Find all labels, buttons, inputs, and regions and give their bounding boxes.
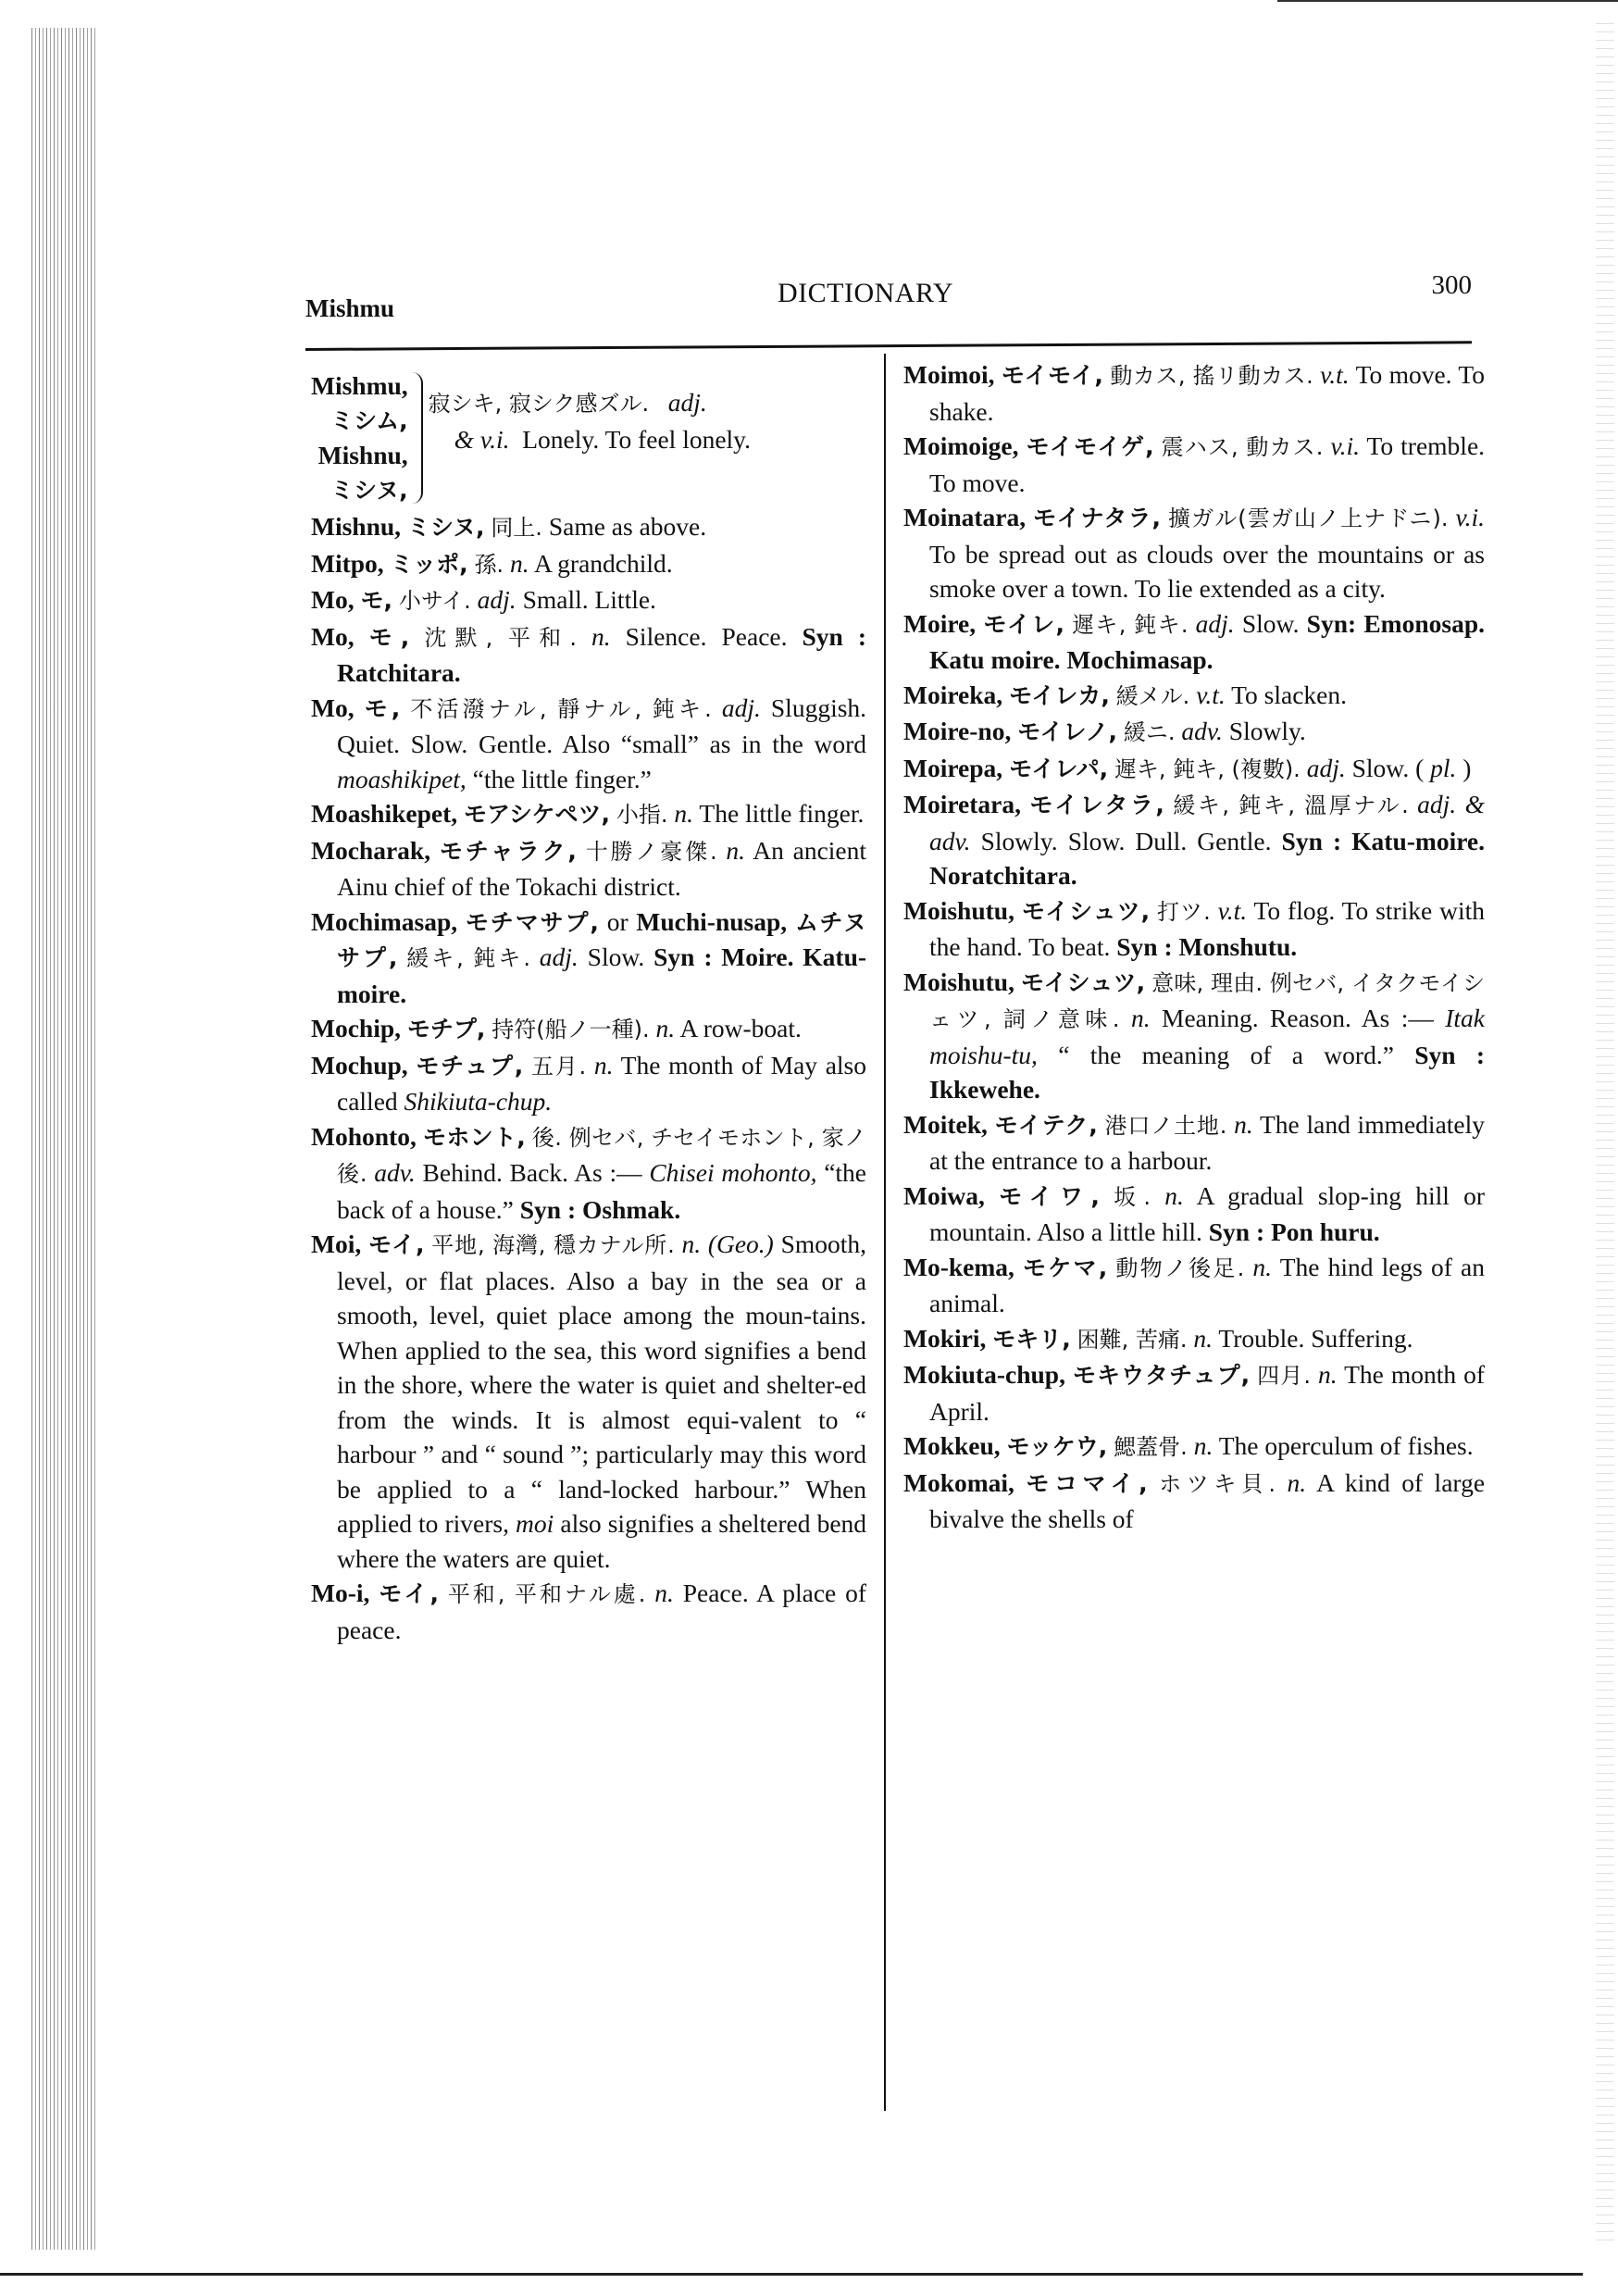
example-italic: Itak moishu-tu,	[929, 1004, 1486, 1069]
headword: Mishnu,	[311, 512, 402, 541]
headword-kana: モイテク,	[994, 1111, 1098, 1139]
definition: Slowly.	[1228, 717, 1306, 745]
headword: Moiretara,	[903, 790, 1021, 818]
headword-kana: ミシヌ,	[330, 476, 408, 504]
japanese-gloss: 沈默, 平和.	[424, 624, 577, 651]
definition: Slow.	[587, 942, 645, 971]
part-of-speech: n.	[1130, 1004, 1151, 1032]
headword: Moi,	[311, 1229, 362, 1258]
definition: To tremble. To move.	[929, 431, 1486, 497]
scan-binding-edge	[31, 28, 96, 2250]
headword-kana: モ,	[368, 623, 410, 651]
definition: Sluggish. Quiet. Slow. Gentle. Also “small” as in the word	[337, 693, 867, 758]
dictionary-entry	[903, 500, 1485, 606]
brace-icon	[408, 372, 423, 504]
part-of-speech: n.	[1252, 1252, 1273, 1281]
synonyms: Syn : Ikkewehe.	[929, 1040, 1486, 1104]
part-of-speech: adj. & adv.	[929, 790, 1485, 855]
header-rule	[305, 341, 1472, 351]
definition: Meaning. Reason. As :—	[1162, 1004, 1434, 1032]
japanese-gloss: 緩キ, 鈍キ, 溫厚ナル.	[1173, 792, 1409, 818]
headword-kana: モイモイゲ,	[1026, 433, 1154, 460]
headword: Mokomai,	[903, 1467, 1014, 1497]
headword-kana: モコマイ,	[1026, 1469, 1148, 1497]
definition: Trouble. Suffering.	[1218, 1323, 1413, 1353]
dictionary-entry	[311, 905, 866, 1012]
headword-kana: ミッポ,	[390, 550, 468, 578]
headword-kana: モイシュツ,	[1021, 968, 1146, 996]
part-of-speech: & v.i.	[454, 424, 510, 454]
bracket-entry	[311, 368, 866, 507]
japanese-gloss: 打ツ.	[1157, 898, 1211, 925]
dictionary-entry	[903, 787, 1485, 893]
headword: Moimoi,	[903, 360, 995, 389]
dictionary-entry	[903, 1466, 1485, 1537]
definition: Silence. Peace.	[625, 621, 788, 651]
headword-variant: Muchi-nusap,	[636, 906, 788, 936]
dictionary-entry	[903, 606, 1485, 678]
part-of-speech: n.	[1193, 1431, 1214, 1460]
part-of-speech: n.	[1164, 1180, 1184, 1210]
headword: Moinatara,	[903, 503, 1027, 531]
headword-kana: モチャラク,	[439, 837, 577, 865]
headword: Mo-kema,	[903, 1252, 1014, 1281]
dictionary-entry	[311, 546, 866, 583]
headword-kana: モキリ,	[992, 1325, 1071, 1353]
definition-continued: “ the meaning of a word.”	[1058, 1040, 1394, 1069]
headword: Mochup,	[311, 1050, 408, 1079]
definition: An ancient Ainu chief of the Tokachi district.	[337, 835, 867, 901]
scan-page-edge	[1596, 23, 1614, 2245]
headword-kana: モイレタラ,	[1029, 792, 1164, 818]
part-of-speech: adj.	[721, 693, 761, 722]
headword: Mokiuta-chup,	[903, 1360, 1065, 1389]
japanese-gloss: 四月.	[1257, 1363, 1312, 1389]
definition: The land immediately at the entrance to a harbour.	[929, 1109, 1486, 1175]
dictionary-entry	[311, 691, 866, 797]
column-divider	[884, 354, 886, 2111]
synonyms: Syn : Ratchitara.	[337, 621, 867, 687]
headword: Moiwa,	[903, 1180, 985, 1210]
part-of-speech: n.	[654, 1578, 674, 1607]
headword-kana: ミシム,	[330, 406, 408, 434]
dictionary-entry	[903, 678, 1485, 715]
headword-kana: モアシケペツ,	[464, 801, 610, 828]
dictionary-entry	[311, 619, 866, 691]
dictionary-entry	[311, 833, 866, 905]
japanese-gloss: 坂.	[1114, 1183, 1151, 1210]
left-column	[311, 368, 866, 1647]
synonyms: Syn: Emonosap. Katu moire. Mochimasap.	[929, 608, 1486, 674]
japanese-gloss: 小サイ.	[398, 588, 471, 614]
dictionary-entry	[311, 509, 866, 546]
headword-kana: モッケウ,	[1006, 1433, 1108, 1460]
japanese-gloss: 意味, 理由. 例セバ, イタクモイシェツ, 詞ノ意味.	[929, 969, 1486, 1032]
definition: Same as above.	[548, 512, 707, 541]
synonyms: Syn : Katu-moire. Noratchitara.	[929, 826, 1486, 890]
headword: Mochimasap,	[311, 906, 458, 936]
part-of-speech: n.	[681, 1229, 702, 1258]
japanese-gloss: 緩メル.	[1115, 682, 1190, 709]
headword-kana: モイナタラ,	[1033, 505, 1162, 531]
definition: To slacken.	[1231, 680, 1347, 709]
definition: Lonely. To feel lonely.	[522, 424, 752, 454]
headword: Mohonto,	[311, 1121, 417, 1151]
japanese-gloss: 港口ノ土地.	[1104, 1112, 1227, 1139]
part-of-speech: adj.	[1306, 753, 1346, 782]
headword: Moire,	[903, 608, 977, 638]
part-of-speech: v.i.	[1455, 503, 1486, 531]
headword: Mocharak,	[311, 835, 431, 865]
example-italic: pl.	[1430, 753, 1457, 782]
definition: A kind of large bivalve the shells of	[929, 1467, 1486, 1533]
headword-kana: モ,	[364, 694, 401, 722]
headword: Moishutu,	[903, 895, 1014, 925]
definition: To flog. To strike with the hand. To beat.	[929, 895, 1486, 961]
japanese-gloss: 擴ガル(雲ガ山ノ上ナドニ).	[1168, 505, 1449, 531]
japanese-gloss: 平和, 平和ナル處.	[447, 1581, 646, 1607]
part-of-speech: v.t.	[1320, 360, 1350, 389]
dictionary-entry	[903, 893, 1485, 965]
part-of-speech: n.	[593, 1050, 614, 1079]
part-of-speech: v.i.	[1330, 431, 1361, 460]
japanese-gloss: 遲キ, 鈍キ.	[1072, 611, 1189, 638]
headword-kana: モケマ,	[1023, 1254, 1108, 1281]
dictionary-entry	[903, 714, 1485, 751]
dictionary-entry	[903, 751, 1485, 788]
headword-kana: モキウタチュプ,	[1072, 1362, 1251, 1389]
part-of-speech: adj.	[1195, 608, 1235, 638]
japanese-gloss: 十勝ノ豪傑.	[585, 838, 717, 865]
part-of-speech: n.	[726, 835, 746, 865]
right-entries	[903, 357, 1485, 1537]
dictionary-entry	[903, 1107, 1485, 1179]
definition: Behind. Back. As :—	[422, 1158, 642, 1187]
connector: or	[606, 906, 629, 936]
running-head-title: DICTIONARY	[778, 278, 953, 308]
definition: The hind legs of an animal.	[929, 1252, 1485, 1317]
example-italic: Shikiuta-chup.	[404, 1087, 553, 1116]
definition: Slow. (	[1351, 753, 1425, 782]
japanese-gloss: 困難, 苦痛.	[1077, 1326, 1188, 1353]
dictionary-entry	[311, 796, 866, 833]
definition-continued: “the back of a house.”	[337, 1158, 867, 1224]
headword: Moashikepet,	[311, 799, 458, 828]
definition: Peace. A place of peace.	[337, 1578, 867, 1644]
dictionary-entry	[903, 965, 1485, 1107]
headword-kana: モイ,	[379, 1580, 439, 1607]
japanese-gloss: 不活潑ナル, 靜ナル, 鈍キ.	[410, 695, 712, 722]
right-column	[903, 357, 1485, 1537]
dictionary-entry	[311, 1119, 866, 1228]
japanese-gloss: 緩ニ.	[1123, 719, 1176, 745]
page-number: 300	[1431, 270, 1472, 300]
headword-kana: モイレ,	[983, 610, 1064, 638]
headword-kana: モチマサプ,	[465, 908, 599, 936]
headword-kana: モチュプ,	[416, 1052, 524, 1079]
headword-kana: モイレノ,	[1017, 718, 1117, 745]
part-of-speech: n.	[1234, 1109, 1253, 1139]
example-italic: moashikipet,	[337, 764, 467, 793]
dictionary-entry	[903, 1321, 1485, 1358]
japanese-gloss: 同上.	[491, 515, 542, 541]
headword-kana: モイ,	[367, 1231, 425, 1258]
japanese-gloss: 寂シキ, 寂シク感ズル.	[428, 391, 650, 417]
headword: Moitek,	[903, 1109, 988, 1139]
synonyms: Syn : Monshutu.	[1116, 932, 1298, 961]
definition: Smooth, level, or flat places. Also a bay in the sea or a smooth, level, quiet place among the moun-tains. When applied to the sea, this word signifies a bend in the shore, where the water is quiet and shelter-ed from the winds. It is almost equi-valent to “ harbour ” and “ sound ”; particularly may this word be applied to a “ land-locked harbour.” When applied to rivers,	[337, 1229, 867, 1538]
part-of-speech: n.	[1287, 1467, 1307, 1497]
bracket-definition	[429, 368, 866, 507]
definition-continued: )	[1462, 753, 1472, 782]
headword: Mitpo,	[311, 548, 384, 578]
part-of-speech: n.	[674, 799, 694, 828]
domain-label: (Geo.)	[707, 1229, 774, 1258]
part-of-speech: adj.	[539, 942, 579, 971]
definition: A row-boat.	[679, 1014, 802, 1042]
part-of-speech: n.	[591, 621, 611, 651]
headword-kana: モホント,	[423, 1123, 526, 1151]
japanese-gloss: 鰓蓋骨.	[1114, 1434, 1188, 1460]
headword: Moireka,	[903, 680, 1003, 709]
headword: Moire-no,	[903, 717, 1012, 745]
dictionary-entry	[903, 1179, 1485, 1250]
dictionary-entry	[903, 1429, 1485, 1466]
headword-kana: モイシュツ,	[1021, 897, 1151, 925]
definition: The month of May also called	[337, 1050, 867, 1116]
synonyms: Syn : Oshmak.	[519, 1194, 681, 1224]
part-of-speech: adj.	[477, 585, 517, 614]
dictionary-entry	[311, 1227, 866, 1576]
definition: The little finger.	[699, 799, 865, 828]
japanese-gloss: 小指.	[616, 802, 668, 828]
left-entries	[311, 509, 866, 1647]
definition-continued: also signifies a sheltered bend where the waters are quiet.	[337, 1509, 867, 1573]
japanese-gloss: 五月.	[530, 1053, 587, 1079]
running-head	[305, 270, 1481, 330]
example-italic: moi	[516, 1509, 554, 1538]
definition: Slowly. Slow. Dull. Gentle.	[980, 826, 1272, 855]
japanese-gloss: 動カス, 搖リ動カス.	[1110, 363, 1313, 389]
example-italic: Chisei mohonto,	[649, 1158, 817, 1187]
headword-kana: モチプ,	[406, 1016, 486, 1042]
part-of-speech: v.t.	[1196, 680, 1226, 709]
japanese-gloss: 緩キ, 鈍キ.	[406, 945, 530, 971]
headword: Moirepa,	[903, 753, 1003, 782]
japanese-gloss: 遲キ, 鈍キ, (複數).	[1114, 755, 1301, 782]
dictionary-entry	[311, 1576, 866, 1647]
headword: Moimoige,	[903, 431, 1019, 460]
part-of-speech: adv.	[374, 1158, 416, 1187]
headword: Mo,	[311, 621, 355, 651]
japanese-gloss: 孫.	[474, 551, 504, 578]
definition: To be spread out as clouds over the mountains or as smoke over a town. To lie extended as a city.	[929, 539, 1485, 603]
headword: Mokkeu,	[903, 1431, 1001, 1460]
japanese-gloss: 平地, 海灣, 穩カナル所.	[431, 1232, 675, 1258]
part-of-speech: n.	[1318, 1360, 1338, 1389]
synonyms: Syn : Moire. Katu-moire.	[337, 942, 867, 1008]
dictionary-entry	[903, 357, 1485, 429]
part-of-speech: n.	[1193, 1323, 1214, 1353]
bracket-headwords	[311, 368, 408, 507]
definition: Small. Little.	[522, 585, 656, 614]
part-of-speech: n.	[509, 548, 529, 578]
japanese-gloss: 動物ノ後足.	[1115, 1254, 1245, 1281]
scan-bottom-edge	[0, 2273, 1583, 2276]
definition: Slow.	[1241, 608, 1300, 638]
headword-kana: ミシヌ,	[406, 514, 485, 541]
scan-top-edge	[1277, 0, 1618, 2]
definition: A gradual slop-ing hill or mountain. Also a little hill.	[929, 1180, 1485, 1246]
headword: Mo,	[311, 693, 355, 722]
headword-kana: モイモイ,	[1001, 362, 1103, 389]
part-of-speech: v.t.	[1217, 895, 1248, 925]
definition: A grandchild.	[533, 548, 673, 578]
synonyms: Syn : Pon huru.	[1208, 1217, 1380, 1246]
dictionary-entry	[903, 1357, 1485, 1429]
headword-kana: モ,	[360, 587, 392, 614]
headword-kana: モイレカ,	[1009, 681, 1110, 709]
definition-continued: “the little finger.”	[472, 764, 652, 793]
definition: The month of April.	[929, 1360, 1486, 1426]
definition: The operculum of fishes.	[1218, 1431, 1474, 1460]
running-head-guide-word: Mishmu	[305, 294, 395, 322]
dictionary-entry	[311, 1011, 866, 1048]
japanese-gloss: 持符(船ノ一種).	[492, 1017, 650, 1042]
headword: Mokiri,	[903, 1323, 987, 1353]
headword: Mo,	[311, 585, 355, 614]
japanese-gloss: 後. 例セバ, チセイモホント, 家ノ後.	[337, 1124, 867, 1187]
part-of-speech: adv.	[1181, 717, 1223, 745]
japanese-gloss: 震ハス, 動カス.	[1161, 434, 1324, 460]
headword: Mochip,	[311, 1014, 402, 1042]
headword: Mo-i,	[311, 1578, 370, 1607]
headword: Mishnu,	[317, 441, 408, 469]
dictionary-entry	[311, 582, 866, 619]
dictionary-entry	[903, 429, 1485, 500]
japanese-gloss: ホツキ貝.	[1159, 1470, 1276, 1497]
part-of-speech: n.	[655, 1014, 676, 1042]
headword: Moishutu,	[903, 967, 1014, 996]
headword-kana: モイレパ,	[1009, 755, 1109, 782]
definition: To move. To shake.	[929, 360, 1486, 426]
part-of-speech: adj.	[667, 388, 707, 417]
dictionary-entry	[903, 1250, 1485, 1321]
dictionary-entry	[311, 1048, 866, 1119]
headword-variant-kana: ムチヌサプ,	[337, 908, 867, 971]
headword: Mishmu,	[311, 371, 408, 400]
headword-kana: モイワ,	[999, 1182, 1100, 1210]
